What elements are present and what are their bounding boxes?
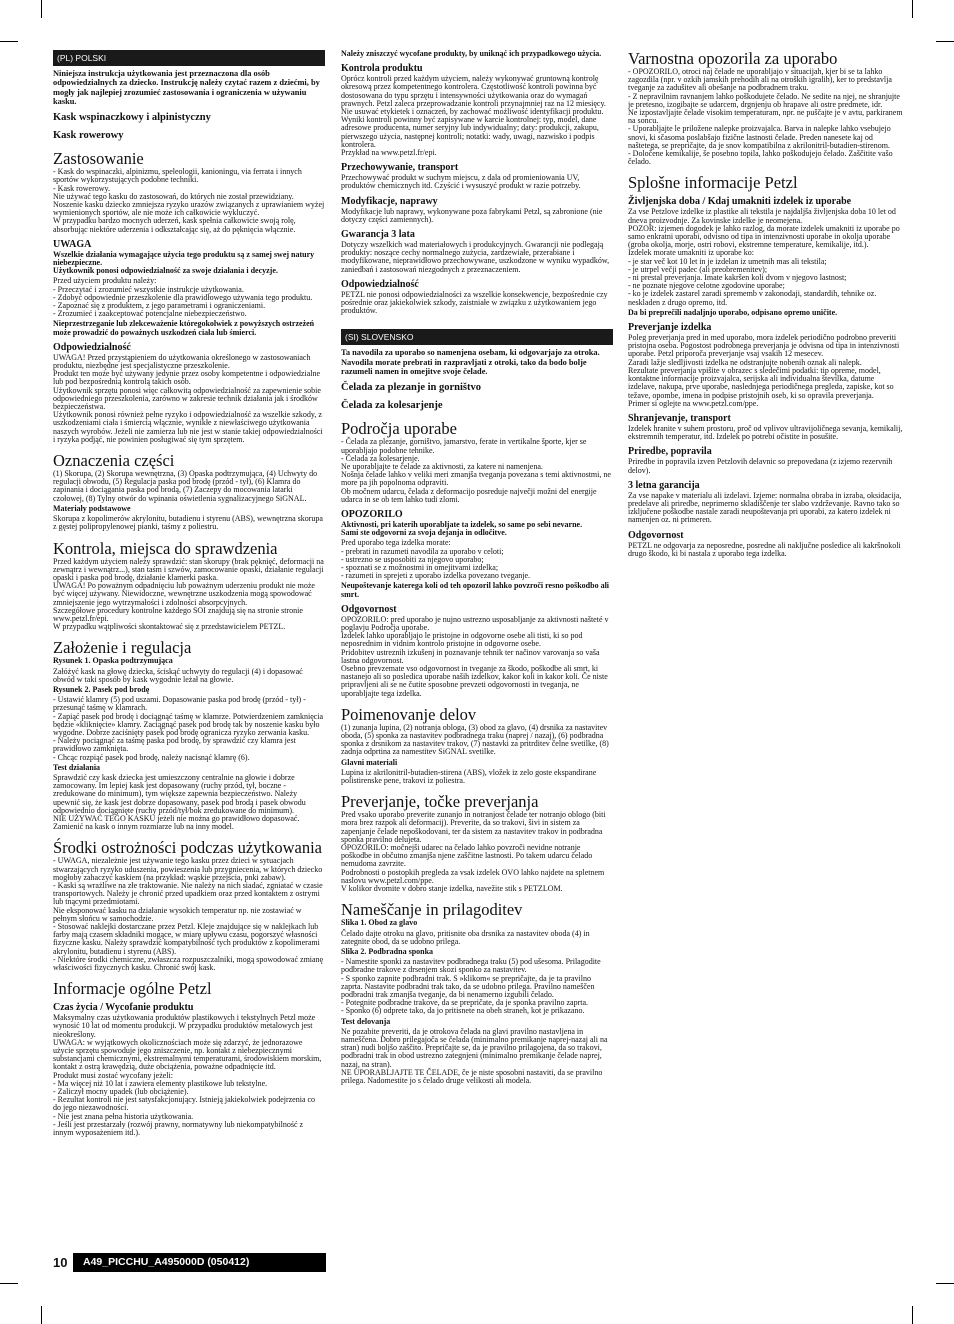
subsection-heading: Odpowiedzialność xyxy=(341,278,419,290)
inline-label: Glavni materiali xyxy=(341,757,398,767)
section-heading: Informacje ogólne Petzl xyxy=(53,979,212,999)
paragraph: Dotyczy wszelkich wad materiałowych i produkcyjnych. Gwarancji nie podlegają produkty: noszące cechy normalnego zużycia, zardzewiałe, przerabiane i modyfikowane, nieprawidłowo przechowywane, uszkodzone w wyniku wypadków, zaniedbań i zastosowań niezgodnych z przeznaczeniem. xyxy=(341,240,610,274)
subsection-heading: Modyfikacje, naprawy xyxy=(341,195,438,207)
column-middle xyxy=(341,50,613,1087)
product-name: Kask wspinaczkowy i alpinistyczny xyxy=(53,112,211,124)
paragraph: Za vse Petzlove izdelke iz plastike ali tekstila je najdaljša življenjska doba 10 let od dneva proizvodnje. Za kovinske izdelke je neomejena. POZOR: izjemen dogodek je lahko razlog, da morate izdelek umakniti iz uporabe po samo enkratni uporabi, odvisno od tipa in intenzivnosti uporabe in okolja uporabe (groba okolja, morje, ostri robovi, ekstremne temperature, kemikalije, itd.). Izdelek morate umakniti iz uporabe ko: - je star več kot 10 let in je izdelan iz umetnih mas ali tekstila; - je utrpel večji padec (ali preobremenitev); - ni prestal preverjanja. Imate kakršen koli dvom v njegovo lastnost; - ne poznate njegove celotne zgodovine uporabe; - ko je izdelek zastarel zaradi sprememb v zakonodaji, standardih, tehnike oz. neskladen z drugo opremo, itd. xyxy=(628,207,900,307)
paragraph: - UWAGA, niezależnie jest używanie tego kasku przez dzieci w sytuacjach stwarzających ryzyko uduszenia, powieszenia lub przygniecenia, w których dziecko mogłoby zahaczyć kaskiem (na przykład: wąskie przejścia, pnki zabaw). - Kaski są wrażliwe na złe traktowanie. Nie należy na nich siadać, zgniatać w czasie transportowych. Należy je chronić przed upadkiem oraz przed kontaktem z ostrymi lub tnącymi przedmiotami. Nie eksponować kasku na działanie wysokich temperatur np. nie zostawiać w pełnym słońcu w samochodzie. - Stosować naklejki dostarczane przez Petzl. Kleje znajdujące się w naklejkach lub farby mają czasem składniki mogące, w miarę upływu czasu, pogorszyć własności fizyczne kasku. Należy sprawdzić kompatybilność tych produktów z kopolimerami akrylonitu, butadienu i styrenu (ABS). - Niektóre środki chemiczne, zwłaszcza rozpuszczalniki, mogą spowodować zmianę właściwości fizycznych kasku. Chronić swój kask. xyxy=(53,856,324,973)
paragraph: UWAGA! Przed przystąpieniem do użytkowania określonego w zastosowaniach produktu, niezbędne jest specjalistyczne przeszkolenie. Produkt ten może być używany jedynie przez osoby kompetentne i odpowiedzialne lub pod bezpośrednią kontrolą takich osób. Użytkownik sprzętu ponosi więc całkowitą odpowiedzialność za zapewnienie sobie odpowiedniego przeszkolenia, zarówno w zakresie technik działania jak i środków bezpieczeństwa. Użytkownik ponosi również pełne ryzyko i odpowiedzialność za wszelkie szkody, z uszkodzeniami ciała i śmiercią włącznie, wynikłe z niewłaściwego użytkowania naszych wyrobów. Jeżeli nie zamierza lub nie jest w stanie takiej odpowiedzialności i ryzyka podjąć, nie powinien posługiwać się tym sprzętem. xyxy=(53,352,323,444)
page-number: 10 xyxy=(53,1255,68,1270)
subsection-heading: Gwarancja 3 lata xyxy=(341,229,415,241)
warning-text: Nieprzestrzeganie lub zlekceważenie któregokolwiek z powyższych ostrzeżeń może prowadzić do poważnych uszkodzeń ciała lub śmierci. xyxy=(53,319,315,337)
language-header: (PL) POLSKI xyxy=(53,50,325,66)
paragraph: Čelado dajte otroku na glavo, pritisnite oba drsnika za nastavitev oboda (4) in zategnite obod, da se udobno prilega. xyxy=(341,928,590,946)
subsection-heading: 3 letna garancija xyxy=(628,479,700,491)
inline-label: Materiały podstawowe xyxy=(53,503,131,513)
paragraph: Maksymalny czas użytkowania produktów plastikowych i tekstylnych Petzl może wynosić 10 lat od momentu produkcji. W przypadku produktów metalowych jest nieokreślony. UWAGA: w wyjątkowych okolicznościach może się zdarzyć, że jednorazowe użycie sprzętu spowoduje jego zniszczenie, np. kontakt z niebezpiecznymi substancjami chemicznymi, ekstremalnymi temperaturami, środowiskiem morskim, kontakt z ostrą krawędzią, duże obciążenia, poważne odpadnięcie itd. Produkt musi zostać wycofany jeżeli: - Ma więcej niż 10 lat i zawiera elementy plastikowe lub tekstylne. - Zaliczył mocny upadek (lub obciążenie). - Rezultat kontroli nie jest satysfakcjonujący. Istnieją jakiekolwiek podejrzenia co do jego niezawodności. - Nie jest znana pełna historia użytkowania. - Jeśli jest przestarzały (rozwój prawny, normatywny lub niekompatybilność z innym wyposażeniem itd.). xyxy=(53,1013,322,1138)
paragraph: - Ustawić klamry (5) pod uszami. Dopasowanie paska pod brodę (przód - tył) - przesunąć taśmę w klamrach. - Zapiąć pasek pod brodę i dociągnąć taśmę w klamrze. Potwierdzeniem zamknięcia będzie «kliknięcie» klamry. Zaciągnąć pasek pod brodę tak by noszenie kasku było wygodne. Dobrze zaciśnięty pasek pod brodę ogranicza ryzyko zerwania kasku. - Należy pociągnąć za taśmę paska pod brodę, by sprawdzić czy klamra jest prawidłowo zamknięta. - Chcąc rozpiąć pasek pod brodę, należy nacisnąć klamrę (6). xyxy=(53,695,324,762)
inline-label: Test delovanja xyxy=(341,1016,391,1026)
section-heading: Področja uporabe xyxy=(341,419,457,439)
section-heading: Kontrola, miejsca do sprawdzenia xyxy=(53,538,278,558)
section-heading: Varnostna opozorila za uporabo xyxy=(628,50,838,68)
paragraph: - Kask do wspinaczki, alpinizmu, speleologii, kanioningu, via ferrata i innych sportów wykorzystujących podobne techniki. - Kask rowerowy. Nie używać tego kasku do zastosowań, do których nie został przewidziany. Noszenie kasku dziecko zmniejsza ryzyko urazów związanych z uprawianiem wyżej wymienionych sportów, ale nie może ich całkowicie wykluczyć. W przypadku bardzo mocnych uderzeń, kask spełnia całkowicie swoją rolę, absorbując niektóre uderzenia i odkształcając się, aż do pęknięcia włącznie. xyxy=(53,167,325,234)
crop-mark xyxy=(936,41,954,42)
paragraph: Załóżyć kask na głowę dziecka, ściskąć uchwyty do regulacji (4) i dopasować obwód w taki sposób by kask wygodnie leżał na głowie. xyxy=(53,666,303,684)
paragraph: - Čelada za plezanje, gorništvo, jamarstvo, ferate in vertikalne športe, kjer se uporabljajo podobne tehnike. - Čelada za kolesarjenje. Ne uporabljajte te čelade za aktivnosti, za katere ni namenjena. Nošnja čelade lahko v veliki meri zmanjša tveganja povezana s temi aktivnostmi, ne more pa jih popolnoma odpraviti. Ob močnem udarcu, čelada z deformacijo posreduje največji možni del energije udarca in se ob tem lahko tudi zlomi. xyxy=(341,437,611,504)
crop-mark xyxy=(912,1306,913,1324)
subsection-heading: Odgovornost xyxy=(341,603,397,615)
paragraph: - Namestite sponki za nastavitev podbradnega traku (5) pod ušesoma. Prilagodite podbradne trakove z drsenjem skozi sponko za nastavitev. - S sponko zapnite podbradni trak. S »klikom« se prepričajte, da je ta pravilno zaprta. Nastavite podbradni trak tako, da se udobno prilega. Pravilno nameščen podbradni trak zmanjša tveganje, da bi nenamerno izgubili čelado. - Potegnite podbradne trakove, da se prepričate, da je sponka pravilno zaprta. - Sponko (6) odprete tako, da jo pritisnete na obeh straneh, kot je prikazano. xyxy=(341,957,601,1016)
subsection-heading: OPOZORILO xyxy=(341,508,403,520)
paragraph: Przed każdym użyciem należy sprawdzić: stan skorupy (brak pęknięć, deformacji na zewnątrz i wewnątrz...), stan taśm i szwów, zamocowanie opaski, działanie regulacji opaski i paska pod brodę, działanie klamerki paska. UWAGA! Po poważnym odpadnięciu lub poważnym uderzeniu produkt nie może być więcej używany. Niewidoczne, wewnętrzne uszkodzenia mogą spowodować zmniejszenie jego wytrzymałości i zdolności absorpcyjnych. Szczegółowe procedury kontrolne każdego SOI znajdują się na stronie stronie www.petzl.fr/epi. W przypadku wątpliwości skontaktować się z przedstawicielem PETZL. xyxy=(53,556,324,632)
subsection-heading: Življenjska doba / Kdaj umakniti izdelek iz uporabe xyxy=(628,196,852,208)
paragraph: Lupina iz akrilonitril-butadien-stirena (ABS), vložek iz zelo goste ekspandirane polistirenske pene, trakovi iz poliestra. xyxy=(341,767,597,786)
crop-mark xyxy=(41,1306,42,1324)
inline-label: Slika 2. Podbradna sponka xyxy=(341,946,434,956)
crop-mark xyxy=(0,41,18,42)
document-code: A49_PICCHU_A495000D (050412) xyxy=(73,1253,326,1272)
section-heading: Oznaczenia części xyxy=(53,451,175,471)
paragraph: Przed użyciem produktu należy: - Przeczytać i zrozumieć wszystkie instrukcje użytkowania. - Zdobyć odpowiednie przeszkolenie dla prawidłowego używania tego produktu. - Zapoznać się z produktem, z jego parametrami i ograniczeniami. - Zrozumieć i zaakceptować potencjalne niebezpieczeństwo. xyxy=(53,276,313,319)
paragraph: (1) Skorupa, (2) Skorupa wewnętrzna, (3) Opaska podtrzymująca, (4) Uchwyty do regulacji obwodu, (5) Regulacja paska pod brodę (przód - tył), (6) Klamra do zapinania i dociągania paska pod brodą, (7) Zaczepy do mocowania latarki czołowej, (8) Tylny otwór do wpinania oświetlenia sygnalizacyjnego SiGNAL. xyxy=(53,469,318,503)
section-heading: Zastosowanie xyxy=(53,149,144,169)
product-name: Kask rowerowy xyxy=(53,130,124,142)
paragraph: OPOZORILO: pred uporabo je nujno ustrezno usposabljanje za aktivnosti našteté v poglavju Področja uporabe. Izdelek lahko uporabljajo le pristojne in odgovorne osebe ali tisti, ki so pod neposrednim in vidnim kontrolo pristojne in odgovorne osebe. Pridobitev ustreznih izkušenj in poznavanje tehnik ter načinov varovanja so vaša lastna odgovornost. Osebno prevzemate vso odgovornost in tveganje za škodo, poškodbe ali smrt, ki nastanejo ali so posledica uporabe naših izdelkov, kakor koli in kakor koli. Če niste pripravljeni ali se ne čutite sposobne prevzeti odgovornosti in tveganja, ne uporabljajte tega izdelka. xyxy=(341,614,609,698)
paragraph: Poleg preverjanja pred in med uporabo, mora izdelek periodično podrobno preveriti pristojna oseba. Pogostost podrobnega preverjanja je odvisna od tipa in intenzivnosti uporabe. Petzl priporoča preverjanje vsaj vsakih 12 mesecev. Zaradi lažje sledljivosti izdelka ne odstranjujte nobenih oznak ali nalepk. Rezultate preverjanja vpišite v obrazec s sledečimi podatki: tip opreme, model, kontaktne informacije proizvajalca, serijska ali individualna številka, datume izdelave, nakupa, prve uporabe, naslednjega periodičnega pregleda, zapiske, kot so težave, opombe, imena in podpise pristojnih oseb, ki so opravila preverjanja. Primer si oglejte na www.petzl.com/ppe. xyxy=(628,333,900,408)
section-heading: Splošne informacije Petzl xyxy=(628,173,798,193)
paragraph: Przechowywać produkt w suchym miejscu, z dala od promieniowania UV, produktów chemicznych itd. Czyścić i wysuszyć produkt w razie potrzeby. xyxy=(341,173,581,191)
inline-label: Rysunek 2. Pasek pod brodę xyxy=(53,684,150,694)
subsection-heading: UWAGA xyxy=(53,238,92,250)
paragraph: Oprócz kontroli przed każdym użyciem, należy wykonywać gruntowną kontrolę okresową przez kompetentnego kontrolera. Częstotliwość kontroli powinna być dostosowana do typu sprzętu i intensywności użytkowania oraz do wymagań prawnych. Petzl zaleca przeprowadzanie kontroli przynajmniej raz na 12 miesięcy. Nie usuwać etykietek i oznaczeń, by zachować możliwość identyfikacji produktu. Wyniki kontroli powinny być zapisywane w karcie kontrolnej: typ, model, dane adresowe producenta, numer seryjny lub indywidualny; daty: produkcji, zakupu, pierwszego użycia, następnej kontroli; notatki: wady, uwagi, nazwisko i podpis kontrolera. Przykład na www.petzl.fr/epi. xyxy=(341,74,606,158)
warning-text: Należy zniszczyć wycofane produkty, by uniknąć ich przypadkowego użycia. xyxy=(341,50,602,58)
crop-mark xyxy=(912,0,913,18)
paragraph: Pred vsako uporabo preverite zunanjo in notranjost čelade ter notranjo oblogo (biti mora brez razpok ali deformacij). Preverite, da so trakovi, šivi in sistem za zapenjanje čelade nepoškodovani, ter da sistem za nastavitev trakov in podbradna sponka pravilno delujeta. OPOZORILO: močnejši udarec na čelado lahko povzroči nevidne notranje poškodbe in občutno zmanjša njene zaščitne lastnosti. Po takem udarcu čelado nemudoma zavrzite. Podrobnosti o postopkih pregleda za vsak izdelek OVO lahko najdete na spletnem naslovu www.petzl.com/ppe. V kolikor dvomite v dobro stanje izdelka, navežite stik s PETZLOM. xyxy=(341,810,606,894)
paragraph: PETZL ne odgovarja za neposredne, posredne ali naključne posledice ali kakršnokoli drugo škodo, ki bi nastala z uporabo tega izdelka. xyxy=(628,540,901,558)
paragraph: Pred uporabo tega izdelka morate: - prebrati in razumeti navodila za uporabo v celoti; - ustrezno se usposobiti za njegovo uporabo; - spoznati se z možnostmi in omejitvami izdelka; - razumeti in sprejeti z uporabo izdelka povezano tveganje. xyxy=(341,538,531,581)
paragraph: (1) zunanja lupina, (2) notranja obloga, (3) obod za glavo, (4) drsnika za nastavitev oboda, (5) sponka za nastavitev podbradnega traku (naprej / nazaj), (6) podbradna sponka z drsnikom za nastavitev trakov, (7) nastavki za pritrditev čelne svetilke, (8) zadnja odprtina za namestitev SiGNAL svetilke. xyxy=(341,722,609,757)
inline-label: Rysunek 1. Opaska podtrzymująca xyxy=(53,656,173,666)
subsection-heading: Kontrola produktu xyxy=(341,63,423,75)
section-heading: Środki ostrożności podczas użytkowania xyxy=(53,838,322,858)
subsection-heading: Priredbe, popravila xyxy=(628,446,712,458)
crop-mark xyxy=(0,1283,18,1284)
paragraph: Modyfikacje lub naprawy, wykonywane poza fabrykami Petzl, są zabronione (nie dotyczy części zamiennych). xyxy=(341,206,603,224)
subsection-heading: Przechowywanie, transport xyxy=(341,162,459,174)
paragraph: Izdelek hranite v suhem prostoru, proč od vplivov ultravijoličnega sevanja, kemikalij, ekstremnih temperatur, itd. Izdelek po potrebi očistite in posušite. xyxy=(628,423,903,442)
paragraph: Ne pozabite preveriti, da je otrokova čelada na glavi pravilno nastavljena in nameščena. Dobro prilegajoča se čelada (minimalno premikanje naprej-nazaj ali na stran) nudi boljšo zaščito. Prepričajte se, da je pravilno prilagojena, da so trakovi, podbradni trak in obod ustrezno zategnjeni (minimalno premikanje čelade naprej, nazaj, na stran). NE UPORABLJAJTE TE ČELADE, če je niste sposobni nastaviti, da se pravilno prilega. Nadomestite jo s čelado druge velikosti ali modela. xyxy=(341,1026,608,1085)
warning-text: Neupoštevanje katerega koli od teh opozoril lahko povzroči resno poškodbo ali smrt. xyxy=(341,581,610,599)
paragraph: Priredbe in popravila izven Petzlovih delavnic so prepovedana (z izjemo rezervnih delov). xyxy=(628,457,893,475)
subsection-heading: Shranjevanje, transport xyxy=(628,412,731,424)
column-polish xyxy=(53,50,325,1139)
language-header: (SI) SLOVENSKO xyxy=(341,329,613,345)
crop-mark xyxy=(936,1283,954,1284)
paragraph: PETZL nie ponosi odpowiedzialności za wszelkie konsekwencje, bezpośrednie czy pośrednie oraz jakiekolwiek szkody, zaistniałe w związku z użytkowaniem jego produktów. xyxy=(341,289,608,316)
subsection-heading: Odgovornost xyxy=(628,529,684,541)
crop-mark xyxy=(41,0,42,18)
intro-text: Niniejsza instrukcja użytkowania jest przeznaczona dla osób odpowiedzialnych za dziecko. Instrukcję należy czytać razem z dziećmi, by mogły jak najlepiej zrozumieć zastosowania i ograniczenia w używaniu kasku. xyxy=(53,69,320,106)
subsection-heading: Preverjanje izdelka xyxy=(628,322,712,334)
paragraph: Skorupa z kopolimerów akrylonitu, butadienu i styrenu (ABS), wewnętrzna skorupa z gęstej polipropylenowej pianki, taśmy z poliestru. xyxy=(53,514,323,532)
section-heading: Preverjanje, točke preverjanja xyxy=(341,792,539,812)
subsection-heading: Odpowiedzialność xyxy=(53,341,131,353)
inline-label: Slika 1. Obod za glavo xyxy=(341,918,418,928)
column-slovenian xyxy=(628,50,903,560)
paragraph: - OPOZORILO, otroci naj čelade ne uporabljajo v situacijah, kjer bi se ta lahko zagozdila (npr. v ozkih jamskih prehodih ali na otroških igralih), ker to predstavlja tveganje za zadušitev ali obešanje na podbradnem traku. - Z nepravilnim ravnanjem lahko poškodujete čelado. Ne sedite na njej, ne shranjujte je pretesno, izogibajte se udarcem, drgnjenju ob hrapave ali ostre predmete, idr. Ne izpostavljajte čelade visokim temperaturam, npr. ne puščajte je v avtu, parkiranem na soncu. - Uporabljajte le priložene nalepke proizvajalca. Barva in nalepke lahko vsebujejo snovi, ki sčasoma poslabšajo fizične lastnosti čelade. Preden nanesete kaj od naštetega, se prepričajte, da je snov kompatibilna z akrilonitril-butadien-stirenom. - Določene kemikalije, še posebno topila, lahko poškodujejo čelado. Zaščitite vašo čelado. xyxy=(628,67,903,167)
warning-text: Wszelkie działania wymagające użycia tego produktu są z samej swej natury niebezpieczne. Użytkownik ponosi odpowiedzialność za swoje działania i decyzje. xyxy=(53,249,315,276)
product-name: Čelada za kolesarjenje xyxy=(341,400,443,412)
inline-label: Test działania xyxy=(53,762,101,772)
subsection-heading: Czas życia / Wycofanie produktu xyxy=(53,1002,194,1014)
section-heading: Nameščanje in prilagoditev xyxy=(341,900,523,920)
section-heading: Założenie i regulacja xyxy=(53,638,192,658)
paragraph: Za vse napake v materialu ali izdelavi. Izjeme: normalna obraba in izraba, oksidacija, predelave ali priredbe, neprimerno skladiščenje ter slabo vzdrževanje. Ravno tako so izključene poškodbe nastale zaradi neupoštevanja pri uporabi, za katero izdelek ni namenjen oz. ni primeren. xyxy=(628,490,902,525)
paragraph: Sprawdzić czy kask dziecka jest umieszczony centralnie na głowie i dobrze zamocowany. Im lepiej kask jest dopasowany (ruchy przód, tył, boczne - zredukowane do minimum), tym większe zapewnia bezpieczeństwo. Należy upewnić się, że kask jest dobrze dopasowany, pasek pod brodą i pasek obwodu odpowiednio dociągnięte (ruchy przód/tył/bok zredukowane do minimum). NIE UŻYWAĆ TEGO KASKU jeżeli nie można go prawidłowo dopasować. Zamienić na kask o innym rozmiarze lub na inny model. xyxy=(53,772,306,832)
intro-text: Ta navodila za uporabo so namenjena osebam, ki odgovarjajo za otroka. Navodila morate prebrati in razpravljati z otroki, tako da bodo bolje razumeli namen in omejitve svoje čelade. xyxy=(341,348,600,377)
warning-text: Da bi preprečili nadaljnjo uporabo, odpisano opremo uničite. xyxy=(628,307,838,317)
section-heading: Poimenovanje delov xyxy=(341,704,477,724)
product-name: Čelada za plezanje in gorništvo xyxy=(341,382,481,394)
warning-text: Aktivnosti, pri katerih uporabljate ta izdelek, so same po sebi nevarne. Sami ste odgovorni za svoja dejanja in odločitve. xyxy=(341,519,583,538)
